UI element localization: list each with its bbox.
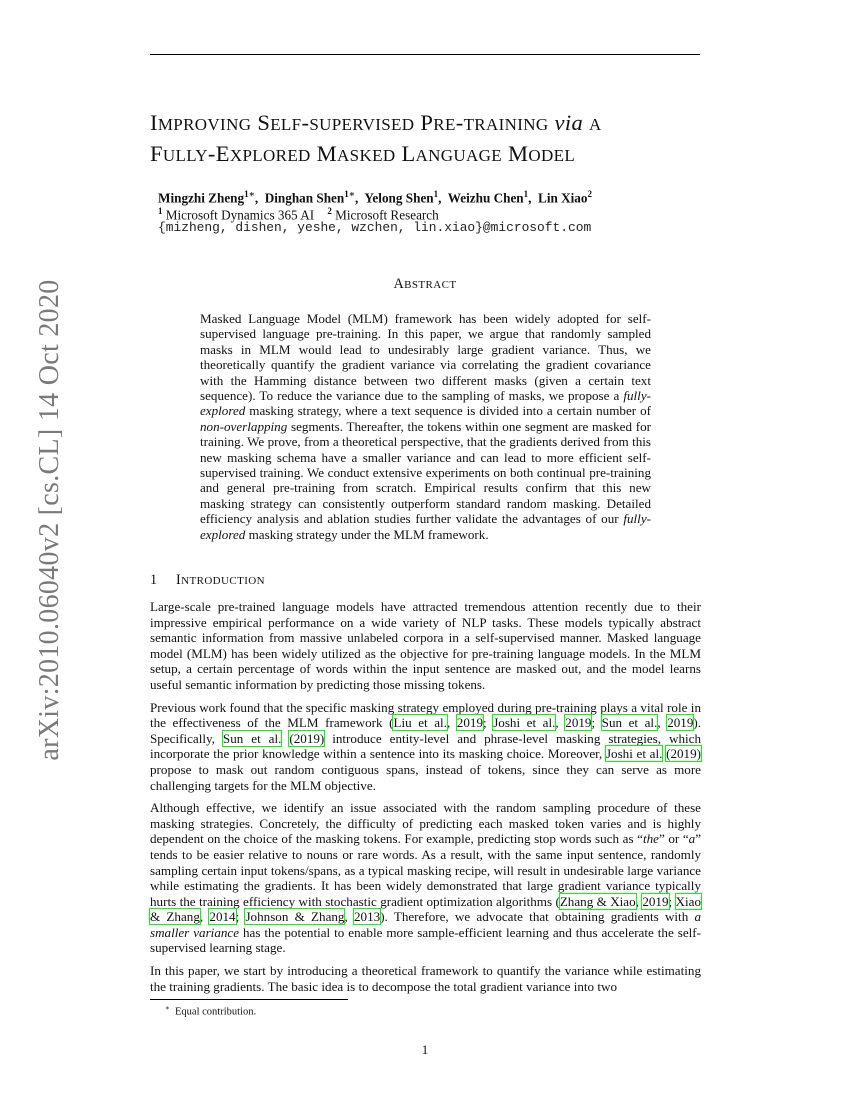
abstract-body: Masked Language Model (MLM) framework has been widely adopted for self-supervised language pre-training. In this paper, we argue that randomly sampled masks in MLM would lead to undesirably large gradient variance. Thus, we theoretically quantify the gradient variance via correlating the gradient covariance with the Hamming distance between two different masks (given a certain text sequence). To reduce the variance due to the sampling of masks, we propose a fully-explored masking strategy, where a text sequence is divided into a certain number of non-overlapping segments. Thereafter, the tokens within one segment are masked for training. We prove, from a theoretical perspective, that the gradients derived from this new masking schema have a smaller variance and can lead to more efficient self-supervised training. We conduct extensive experiments on both continual pre-training and general pre-training from scratch. Empirical results confirm that this new masking strategy can consistently outperform standard random masking. Detailed efficiency analysis and ablation studies further validate the advantages of our fully-explored masking strategy under the MLM framework.: [200, 311, 651, 542]
citation-link[interactable]: Sun et al.: [601, 715, 658, 731]
author-name: Weizhu Chen: [447, 190, 524, 206]
citation-link[interactable]: 2013: [354, 909, 381, 925]
citation-link[interactable]: Liu et al.: [393, 715, 447, 731]
citation-link[interactable]: (2019): [289, 730, 325, 746]
citation-link[interactable]: 2019: [565, 715, 592, 731]
abstract-heading: ABSTRACT: [393, 276, 457, 292]
author-list: Mingzhi Zheng$^{1∗}$, Dinghan Shen$^{1∗}$, Yelong Shen$^1$, Weizhu Chen$^1$, Lin Xiao$^2$: [158, 189, 592, 206]
citation-link[interactable]: Joshi et al.: [605, 746, 663, 762]
author-name: Yelong Shen: [364, 190, 434, 206]
citation-link[interactable]: 2014: [209, 909, 236, 925]
citation-link[interactable]: Sun et al.: [222, 730, 282, 746]
citation-link[interactable]: Zhang & Xiao: [559, 893, 636, 909]
paragraph: Previous work found that the specific masking strategy employed during pre-training plays a vital role in the effectiveness of the MLM framework (Liu et al., 2019; Joshi et al., 2019; Sun et al., 2019). Specifically, Sun et al. (2019) introduce entity-level and phrase-level masking strategies, which incorporate the prior knowledge within a sentence into its masking choice. Moreover, Joshi et al. (2019) propose to mask out random contiguous spans, instead of tokens, since they can serve as more challenging targets for the MLM objective.: [150, 699, 702, 793]
paragraph: Large-scale pre-trained language models have attracted tremendous attention recently due to their impressive empirical performance on a wide variety of NLP tasks. These models typically abstract semantic information from massive unlabeled corpora in a self-supervised manner. Masked language model (MLM) has been widely utilized as the objective for pre-training language models. In the MLM setup, a certain percentage of words within the input sentence are masked out, and the model learns useful semantic information by predicting those missing tokens.: [150, 599, 701, 692]
citation-link[interactable]: Johnson & Zhang: [245, 909, 345, 925]
author-emails: {mizheng, dishen, yeshe, wzchen, lin.xiao}@microsoft.com: [158, 220, 592, 235]
citation-link[interactable]: Xiao & Zhang: [150, 893, 701, 925]
paragraph: Although effective, we identify an issue associated with the random sampling procedure of these masking strategies. Concretely, the difficulty of predicting each masked token varies and is highly dependent on the choice of the masking tokens. For example, predicting stop words such as “the” or “a” tends to be easier relative to nouns or rare words. As a result, with the same input sentence, randomly sampling certain input tokens/spans, as a typical masking recipe, will result in undesirable large variance while estimating the gradients. It has been widely demonstrated that large gradient variance typically hurts the training efficiency with stochastic gradient optimization algorithms (Zhang & Xiao, 2019; Xiao & Zhang, 2014; Johnson & Zhang, 2013). Therefore, we advocate that obtaining gradients with a smaller variance has the potential to enable more sample-efficient learning and thus accelerate the self-supervised learning stage.: [150, 800, 702, 956]
introduction-body: [150, 599, 701, 1001]
arxiv-side-label[interactable]: arXiv:2010.06040v2 [cs.CL] 14 Oct 2020: [34, 279, 65, 761]
affiliations: $^1$ Microsoft Dynamics 365 AI $^2$ Microsoft Research: [158, 206, 439, 223]
citation-link[interactable]: 2019: [456, 715, 483, 731]
author-name: Lin Xiao: [538, 190, 588, 206]
footnote-rule: [150, 999, 348, 1000]
citation-link[interactable]: 2019: [667, 715, 694, 731]
paragraph: In this paper, we start by introducing a theoretical framework to quantify the variance while estimating the training gradients. The basic idea is to decompose the total gradient variance into two: [150, 963, 701, 994]
section-heading-introduction: 1 INTRODUCTION: [150, 572, 265, 588]
author-name: Dinghan Shen: [264, 190, 345, 206]
citation-link[interactable]: 2019: [642, 893, 669, 909]
page-number: 1: [421, 1042, 429, 1057]
footnote: ∗ Equal contribution.: [165, 1004, 257, 1018]
citation-link[interactable]: (2019): [666, 746, 701, 762]
citation-link[interactable]: Joshi et al.: [493, 715, 556, 731]
author-name: Mingzhi Zheng: [158, 190, 245, 206]
top-rule: [150, 54, 700, 55]
paper-title: IMPROVING SELF-SUPERVISED PRE-TRAINING via A FULLY-EXPLORED MASKED LANGUAGE MODEL: [150, 110, 602, 166]
